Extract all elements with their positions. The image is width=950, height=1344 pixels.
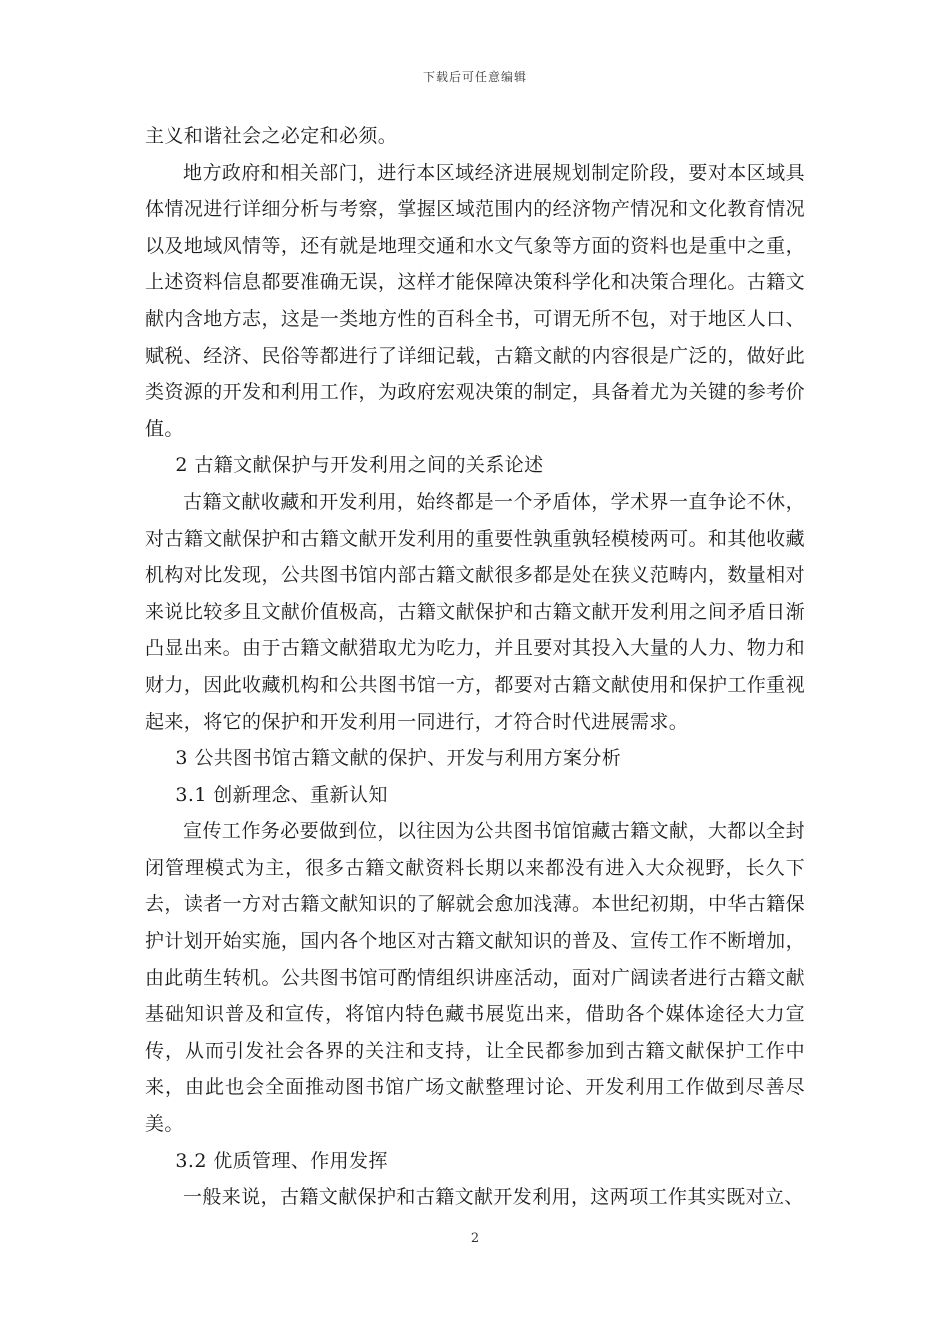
page-number: 2 bbox=[470, 1231, 480, 1246]
section-heading: 3 公共图书馆古籍文献的保护、开发与利用方案分析 bbox=[175, 747, 622, 770]
paragraph-continuation: 主义和谐社会之必定和必须。 bbox=[145, 125, 398, 147]
page-header: 下载后可任意编辑 bbox=[422, 70, 527, 84]
document-body bbox=[145, 118, 805, 1216]
paragraph-body: 宣传工作务必要做到位，以往因为公共图书馆馆藏古籍文献，大都以全封闭管理模式为主，很多古籍文献资料长期以来都没有进入大众视野，长久下去，读者一方对古籍文献知识的了解就会愈加浅薄。本世纪初期，中华古籍保护计划开始实施，国内各个地区对古籍文献知识的普及、宣传工作不断增加，由此萌生转机。公共图书馆可酌情组织讲座活动，面对广阔读者进行古籍文献基础知识普及和宣传，将馆内特色藏书展览出来，借助各个媒体途径大力宣传，从而引发社会各界的关注和支持，让全民都参加到古籍文献保护工作中来，由此也会全面推动图书馆广场文献整理讨论、开发利用工作做到尽善尽美。 bbox=[145, 820, 805, 1136]
section-heading: 2 古籍文献保护与开发利用之间的关系论述 bbox=[175, 454, 544, 477]
subsection-heading: 3.1 创新理念、重新认知 bbox=[175, 783, 388, 806]
paragraph-body: 古籍文献收藏和开发利用，始终都是一个矛盾体，学术界一直争论不休，对古籍文献保护和古籍文献开发利用的重要性孰重孰轻模棱两可。和其他收藏机构对比发现，公共图书馆内部古籍文献很多都是处在狭义范畴内，数量相对来说比较多且文献价值极高，古籍文献保护和古籍文献开发利用之间矛盾日渐凸显出来。由于古籍文献猎取尤为吃力，并且要对其投入大量的人力、物力和财力，因此收藏机构和公共图书馆一方，都要对古籍文献使用和保护工作重视起来，将它的保护和开发利用一同进行，才符合时代进展需求。 bbox=[145, 490, 805, 733]
paragraph-body: 地方政府和相关部门，进行本区域经济进展规划制定阶段，要对本区域具体情况进行详细分析与考察，掌握区域范围内的经济物产情况和文化教育情况以及地域风情等，还有就是地理交通和水文气象等方面的资料也是重中之重，上述资料信息都要准确无误，这样才能保障决策科学化和决策合理化。古籍文献内含地方志，这是一类地方性的百科全书，可谓无所不包，对于地区人口、赋税、经济、民俗等都进行了详细记载，古籍文献的内容很是广泛的，做好此类资源的开发和利用工作，为政府宏观决策的制定，具备着尤为关键的参考价值。 bbox=[145, 161, 805, 440]
subsection-heading: 3.2 优质管理、作用发挥 bbox=[175, 1149, 388, 1172]
paragraph-body: 一般来说，古籍文献保护和古籍文献开发利用，这两项工作其实既对立、 bbox=[183, 1186, 804, 1209]
